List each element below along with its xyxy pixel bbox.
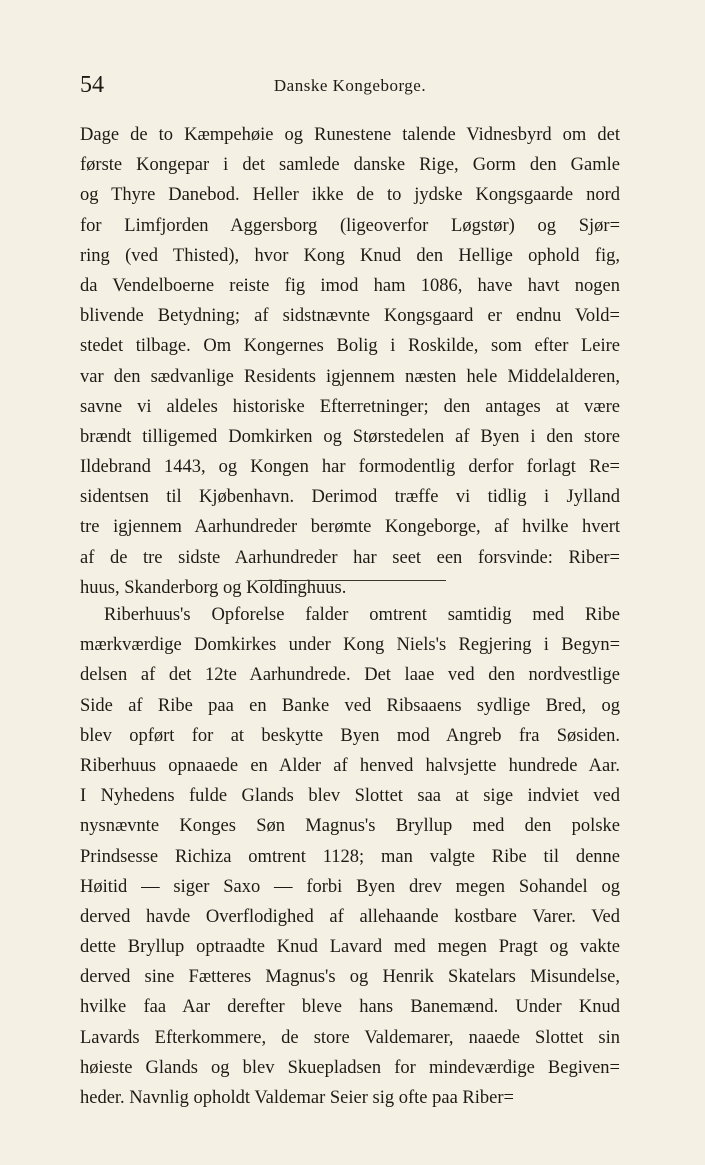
text-line: af de tre sidste Aarhundreder har seet een forsvinde: Riber= (80, 547, 620, 568)
text-line: mærkværdige Domkirkes under Kong Niels's Regjering i Begyn= (80, 635, 620, 656)
text-line: huus, Skanderborg og Koldinghuus. (80, 577, 347, 598)
text-line: Lavards Efterkommere, de store Valdemarer, naaede Slottet sin (80, 1027, 620, 1048)
text-line: derved havde Overflodighed af allehaande kostbare Varer. Ved (80, 906, 620, 927)
text-line: var den sædvanlige Residents igjennem næsten hele Middelalderen, (80, 366, 620, 387)
text-line: hvilke faa Aar derefter bleve hans Banemænd. Under Knud (80, 997, 620, 1018)
paragraph-1 (80, 120, 620, 603)
text-line: savne vi aldeles historiske Efterretninger; den antages at være (80, 396, 620, 417)
page-number: 54 (80, 72, 104, 98)
text-line: Side af Ribe paa en Banke ved Ribsaaens sydlige Bred, og (80, 695, 620, 716)
text-line: høieste Glands og blev Skuepladsen for mindeværdige Begiven= (80, 1057, 620, 1078)
text-line: I Nyhedens fulde Glands blev Slottet saa at sige indviet ved (80, 786, 620, 807)
text-line: første Kongepar i det samlede danske Rige, Gorm den Gamle (80, 155, 620, 176)
section-divider (258, 580, 446, 581)
text-line: blivende Betydning; af sidstnævnte Kongsgaard er endnu Vold= (80, 306, 620, 327)
text-line: sidentsen til Kjøbenhavn. Derimod træffe vi tidlig i Jylland (80, 487, 620, 508)
text-line: ring (ved Thisted), hvor Kong Knud den Hellige ophold fig, (80, 245, 620, 266)
text-line: Dage de to Kæmpehøie og Runestene talende Vidnesbyrd om det (80, 125, 620, 145)
text-line: Høitid — siger Saxo — forbi Byen drev megen Sohandel og (80, 876, 620, 897)
text-line: stedet tilbage. Om Kongernes Bolig i Roskilde, som efter Leire (80, 336, 620, 357)
text-line: Prindsesse Richiza omtrent 1128; man valgte Ribe til denne (80, 846, 620, 867)
text-line: Riberhuus's Opforelse falder omtrent samtidig med Ribe (104, 605, 620, 625)
text-line: blev opført for at beskytte Byen mod Angreb fra Søsiden. (80, 725, 620, 746)
text-line: for Limfjorden Aggersborg (ligeoverfor Løgstør) og Sjør= (80, 215, 620, 236)
text-line: derved sine Fætteres Magnus's og Henrik Skatelars Misundelse, (80, 967, 620, 988)
text-line: delsen af det 12te Aarhundrede. Det laae ved den nordvestlige (80, 665, 620, 686)
page-header (80, 72, 620, 102)
running-title: Danske Kongeborge. (273, 76, 427, 95)
text-line: og Thyre Danebod. Heller ikke de to jydske Kongsgaarde nord (80, 185, 620, 206)
text-line: brændt tilligemed Domkirken og Størstedelen af Byen i den store (80, 426, 620, 447)
text-line: heder. Navnlig opholdt Valdemar Seier sig ofte paa Riber= (80, 1088, 514, 1108)
text-line: da Vendelboerne reiste fig imod ham 1086, have havt nogen (80, 275, 620, 296)
text-line: dette Bryllup optraadte Knud Lavard med megen Pragt og vakte (80, 937, 620, 958)
text-line: Ildebrand 1443, og Kongen har formodentlig derfor forlagt Re= (80, 457, 620, 478)
text-line: Riberhuus opnaaede en Alder af henved halvsjette hundrede Aar. (80, 755, 620, 776)
text-line: tre igjennem Aarhundreder berømte Kongeborge, af hvilke hvert (80, 517, 620, 538)
text-line: nysnævnte Konges Søn Magnus's Bryllup med den polske (80, 816, 620, 837)
paragraph-2 (80, 600, 620, 1113)
